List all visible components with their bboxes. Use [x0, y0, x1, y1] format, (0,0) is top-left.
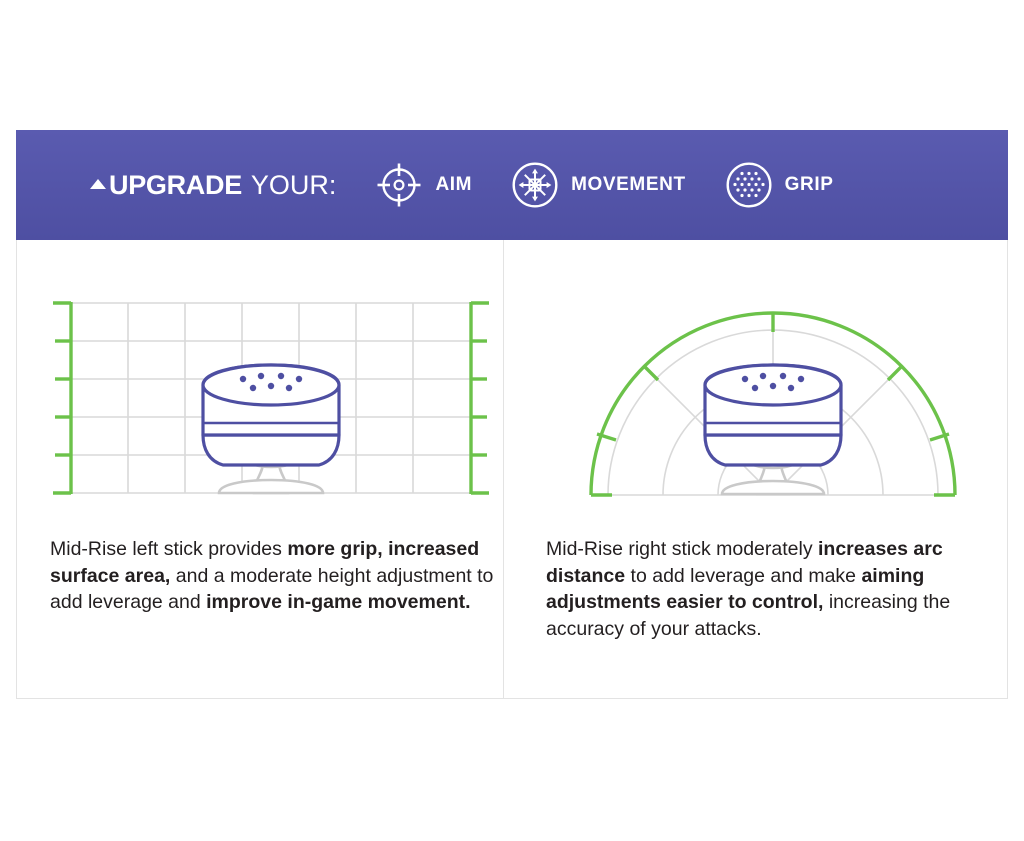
comparison-panel: [16, 240, 1008, 699]
caption-part: Mid-Rise left stick provides: [50, 538, 288, 560]
caption-part-bold: more grip, increased surface area,: [50, 538, 480, 587]
mid-rise-left-stick-grid-diagram: [51, 295, 491, 530]
upgrade-word: UPGRADE: [109, 169, 242, 200]
left-stick-caption: [50, 536, 505, 616]
caption-part-bold: increases arc distance: [546, 538, 943, 587]
feature-aim-label: AIM: [435, 174, 473, 195]
column-divider: [503, 240, 504, 699]
your-word: YOUR:: [250, 169, 337, 200]
crosshair-target-icon: [376, 162, 422, 208]
feature-grip-label: GRIP: [784, 174, 834, 195]
caption-part: to add leverage and make: [625, 564, 862, 587]
caption-part: Mid-Rise right stick moderately: [546, 538, 818, 560]
right-stick-caption: [546, 536, 1006, 642]
upgrade-banner: [16, 130, 1008, 240]
up-arrow-icon: [90, 179, 106, 189]
caption-part: and a moderate height adjustment to add leverage and: [50, 564, 494, 613]
mid-rise-right-stick-arc-diagram: [536, 290, 1011, 530]
feature-aim: [376, 162, 472, 208]
feature-movement-label: MOVEMENT: [571, 174, 686, 195]
feature-movement: [512, 162, 686, 208]
feature-grip: [726, 162, 834, 208]
upgrade-headline: [90, 170, 336, 201]
grip-dots-icon: [726, 162, 772, 208]
caption-part-bold: aiming adjustments easier to control,: [546, 564, 925, 613]
movement-arrows-icon: [512, 162, 558, 208]
caption-part-bold: improve in-game movement.: [206, 591, 471, 613]
caption-part: increasing the accuracy of your attacks.: [546, 591, 951, 640]
